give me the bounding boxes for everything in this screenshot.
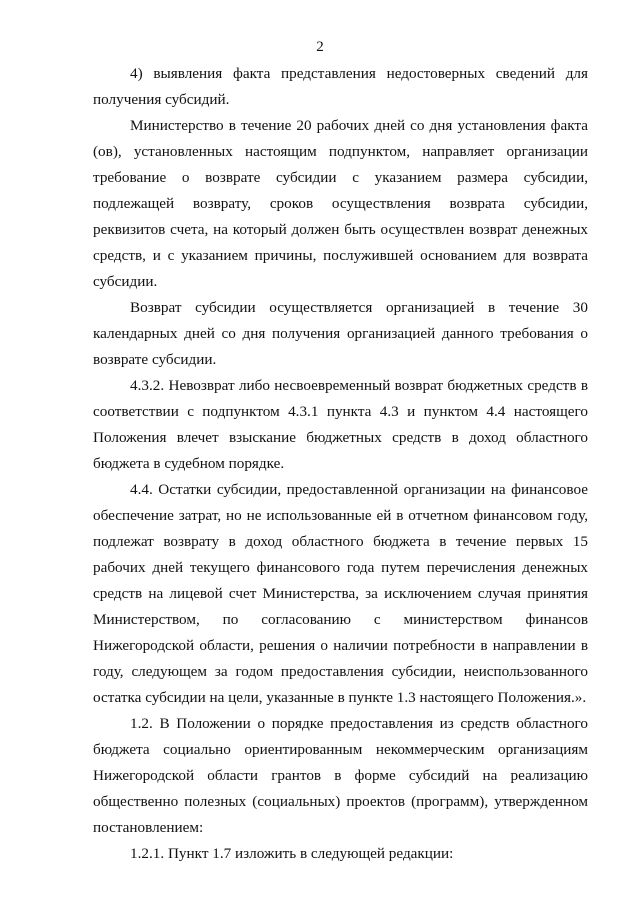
paragraph-return-term: Возврат субсидии осуществляется организацией в течение 30 календарных дней со дня получения организацией данного требования о возврате субсидии.: [93, 299, 588, 368]
paragraph-4-4: 4.4. Остатки субсидии, предоставленной организации на финансовое обеспечение затрат, но не использованные ей в отчетном финансовом году, подлежат возврату в доход областного бюджета в течение первых 15 рабочих дней текущего финансового года путем перечисления денежных средств на лицевой счет Министерства, за исключением случая принятия Министерством, по согласованию с министерством финансов Нижегородской области, решения о наличии потребности в направлении в году, следующем за годом предоставления субсидии, неиспользованного остатка субсидии на цели, указанные в пункте 1.3 настоящего Положения.».: [93, 481, 588, 706]
paragraph-ministry-notice: Министерство в течение 20 рабочих дней со дня установления факта (ов), установленных настоящим подпунктом, направляет организации требование о возврате субсидии с указанием размера субсидии, подлежащей возврату, сроков осуществления возврата субсидии, реквизитов счета, на который должен быть осуществлен возврат денежных средств, и с указанием причины, послужившей основанием для возврата субсидии.: [93, 117, 588, 290]
paragraph-4-3-2: 4.3.2. Невозврат либо несвоевременный возврат бюджетных средств в соответствии с подпунктом 4.3.1 пункта 4.3 и пунктом 4.4 настоящего Положения влечет взыскание бюджетных средств в доход областного бюджета в судебном порядке.: [93, 377, 588, 472]
paragraph-1-2-1: 1.2.1. Пункт 1.7 изложить в следующей редакции:: [130, 845, 454, 862]
page-number: 2: [316, 39, 324, 55]
document-body: [93, 61, 588, 867]
paragraph-item-4: 4) выявления факта представления недостоверных сведений для получения субсидий.: [93, 65, 588, 108]
paragraph-1-2: 1.2. В Положении о порядке предоставления из средств областного бюджета социально ориентированным некоммерческим организациям Нижегородской области грантов в форме субсидий на реализацию общественно полезных (социальных) проектов (программ), утвержденном постановлением:: [93, 715, 588, 836]
